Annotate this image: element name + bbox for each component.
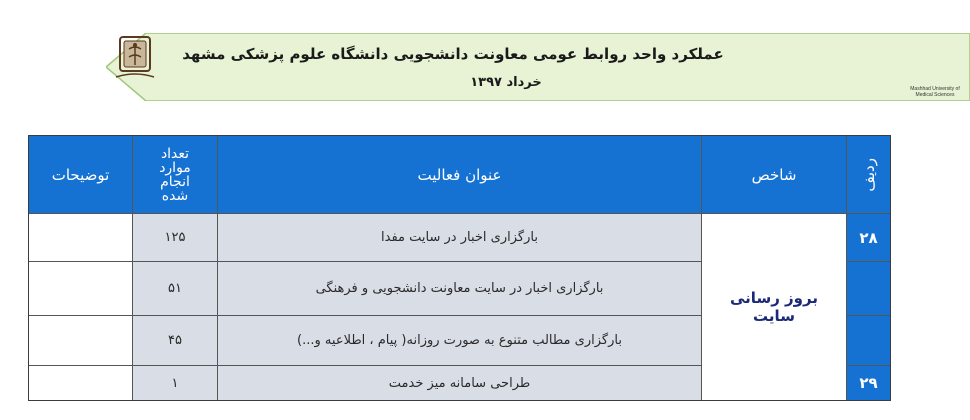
column-header-indicator-label: شاخص bbox=[751, 165, 797, 184]
column-header-row-no bbox=[847, 136, 890, 214]
column-header-notes bbox=[29, 136, 133, 214]
table-row-2-activity bbox=[218, 262, 702, 316]
count-text: ۱ bbox=[171, 375, 179, 391]
table-row-3-activity bbox=[218, 316, 702, 366]
banner-shape bbox=[106, 33, 970, 101]
indicator-category bbox=[702, 214, 847, 400]
university-logo-icon bbox=[106, 33, 166, 91]
table-row-4-count bbox=[133, 366, 218, 400]
table-row-3-count bbox=[133, 316, 218, 366]
activity-table bbox=[28, 135, 891, 401]
activity-text: طراحی سامانه میز خدمت bbox=[388, 375, 531, 391]
table-row-4-notes bbox=[29, 366, 133, 400]
table-row-1-count bbox=[133, 214, 218, 262]
page-title: عملکرد واحد روابط عومی معاونت دانشجویی دانشگاه علوم پزشکی مشهد bbox=[182, 45, 724, 63]
count-text: ۵۱ bbox=[168, 281, 182, 296]
activity-text: بارگزاری مطالب متنوع به صورت روزانه( پیام ، اطلاعیه و...) bbox=[297, 333, 622, 348]
indicator-category-label: بروز رسانی سایت bbox=[730, 289, 818, 325]
count-text: ۴۵ bbox=[168, 333, 182, 348]
report-date: خرداد ۱۳۹۷ bbox=[470, 75, 542, 90]
activity-text: بارگزاری اخبار در سایت معاونت دانشجویی و فرهنگی bbox=[315, 281, 604, 296]
column-header-count bbox=[133, 136, 218, 214]
column-header-activity-label: عنوان فعالیت bbox=[417, 165, 502, 184]
table-row-2-count bbox=[133, 262, 218, 316]
row-number-29 bbox=[847, 366, 890, 400]
logo-caption: Mashhad University of Medical Sciences bbox=[910, 86, 960, 98]
column-header-activity bbox=[218, 136, 702, 214]
table-row-1-activity bbox=[218, 214, 702, 262]
column-header-indicator bbox=[702, 136, 847, 214]
count-text: ۱۲۵ bbox=[164, 230, 186, 245]
activity-text: بارگزاری اخبار در سایت مفدا bbox=[381, 230, 538, 245]
header-banner bbox=[106, 33, 970, 101]
row-number-empty-1 bbox=[847, 262, 890, 316]
table-row-1-notes bbox=[29, 214, 133, 262]
row-number-28 bbox=[847, 214, 890, 262]
row-number-empty-2 bbox=[847, 316, 890, 366]
column-header-count-label: تعداد موارد انجام شده bbox=[159, 145, 191, 204]
row-number-text: ۲۸ bbox=[859, 228, 878, 247]
table-row-2-notes bbox=[29, 262, 133, 316]
column-header-notes-label: توضیحات bbox=[51, 165, 110, 184]
table-row-3-notes bbox=[29, 316, 133, 366]
column-header-row-no-label: ردیف bbox=[859, 157, 878, 192]
table-row-4-activity bbox=[218, 366, 702, 400]
row-number-text: ۲۹ bbox=[859, 374, 878, 392]
